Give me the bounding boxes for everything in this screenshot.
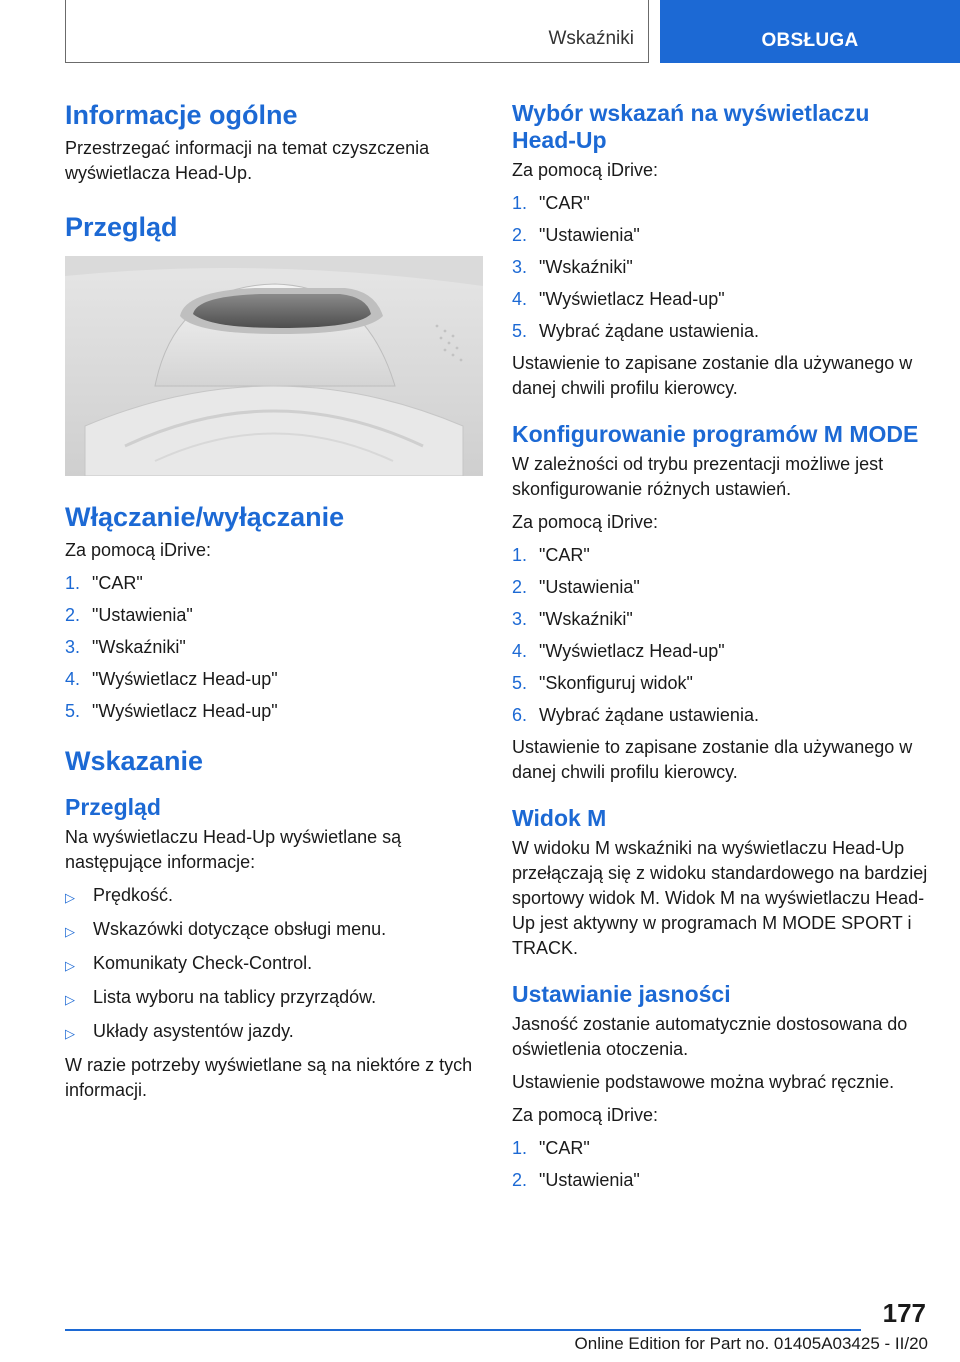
head-up-display-photo — [65, 256, 483, 476]
config-m-mode-text: W zależności od trybu prezentacji możliwe jest skonfigurowanie różnych ustawień. — [512, 454, 884, 499]
page-number: 177 — [882, 1298, 926, 1328]
on-off-heading: Włączanie/wyłączanie — [65, 502, 345, 532]
footer-divider — [65, 1329, 861, 1331]
config-m-mode-heading: Konfigurowanie programów M MODE — [512, 421, 919, 447]
step-text: "Ustawienia" — [539, 225, 640, 245]
select-display-steps-list — [512, 191, 932, 344]
list-item — [65, 985, 483, 1012]
header-section-box — [65, 0, 649, 63]
step-number: 2. — [512, 1170, 528, 1190]
brightness-steps-list — [512, 1136, 932, 1193]
display-note: W razie potrzeby wyświetlane są na niektóre z tych informacji. — [65, 1055, 473, 1100]
step-text: "CAR" — [539, 193, 590, 213]
on-off-steps-list — [65, 571, 483, 724]
step-item — [65, 699, 483, 724]
general-info-text: Przestrzegać informacji na temat czyszczenia wyświetlacza Head-Up. — [65, 138, 430, 183]
step-number: 4. — [512, 289, 528, 309]
footer-edition-text: Online Edition for Part no. 01405A03425 - II/20 — [574, 1334, 928, 1353]
list-item — [65, 917, 483, 944]
left-column — [65, 100, 483, 1111]
step-number: 4. — [512, 641, 528, 661]
step-number: 1. — [512, 193, 528, 213]
config-m-mode-intro: Za pomocą iDrive: — [512, 512, 659, 532]
step-number: 4. — [65, 669, 81, 689]
step-text: "Ustawienia" — [92, 605, 193, 625]
display-overview-heading: Przegląd — [65, 794, 161, 820]
step-text: "CAR" — [539, 1138, 590, 1158]
step-text: "Ustawienia" — [539, 577, 640, 597]
step-number: 3. — [512, 257, 528, 277]
list-item-text: Prędkość. — [93, 885, 174, 905]
step-number: 1. — [512, 1138, 528, 1158]
config-m-mode-note: Ustawienie to zapisane zostanie dla używanego w danej chwili profilu kierowcy. — [512, 737, 913, 782]
step-number: 6. — [512, 705, 528, 725]
step-text: "Wskaźniki" — [539, 609, 633, 629]
step-item — [512, 703, 932, 728]
step-item — [65, 635, 483, 660]
step-item — [65, 571, 483, 596]
list-item — [65, 883, 483, 910]
step-number: 1. — [512, 545, 528, 565]
step-number: 1. — [65, 573, 81, 593]
step-item — [512, 255, 932, 280]
step-item — [512, 575, 932, 600]
brightness-text-auto: Jasność zostanie automatycznie dostosowana do oświetlenia otoczenia. — [512, 1014, 908, 1059]
step-text: "Ustawienia" — [539, 1170, 640, 1190]
step-text: "CAR" — [539, 545, 590, 565]
list-item-text: Układy asystentów jazdy. — [93, 1021, 294, 1041]
triangle-bullet-icon: ▷ — [65, 958, 75, 973]
step-text: "Skonfiguruj widok" — [539, 673, 693, 693]
step-item — [512, 607, 932, 632]
step-number: 3. — [65, 637, 81, 657]
header-section-label: Wskaźniki — [548, 28, 634, 49]
display-overview-text: Na wyświetlaczu Head-Up wyświetlane są następujące informacje: — [65, 827, 402, 872]
step-number: 2. — [512, 577, 528, 597]
step-item — [512, 287, 932, 312]
right-column — [512, 100, 932, 1200]
step-number: 2. — [512, 225, 528, 245]
list-item-text: Wskazówki dotyczące obsługi menu. — [93, 919, 387, 939]
step-number: 3. — [512, 609, 528, 629]
brightness-text-manual: Ustawienie podstawowe można wybrać ręcznie. — [512, 1072, 895, 1092]
display-info-list — [65, 883, 483, 1046]
step-item — [65, 667, 483, 692]
step-number: 5. — [65, 701, 81, 721]
step-text: "CAR" — [92, 573, 143, 593]
select-display-note: Ustawienie to zapisane zostanie dla używanego w danej chwili profilu kierowcy. — [512, 353, 913, 398]
step-item — [512, 223, 932, 248]
list-item-text: Lista wyboru na tablicy przyrządów. — [93, 987, 377, 1007]
general-info-heading: Informacje ogólne — [65, 100, 298, 130]
on-off-intro: Za pomocą iDrive: — [65, 540, 212, 560]
header-chapter-tab: OBSŁUGA — [660, 0, 960, 63]
list-item-text: Komunikaty Check-Control. — [93, 953, 313, 973]
step-number: 2. — [65, 605, 81, 625]
list-item — [65, 1019, 483, 1046]
step-item — [512, 1168, 932, 1193]
step-text: "Wyświetlacz Head-up" — [92, 669, 278, 689]
step-text: "Wskaźniki" — [539, 257, 633, 277]
step-item — [512, 319, 932, 344]
triangle-bullet-icon: ▷ — [65, 1026, 75, 1041]
triangle-bullet-icon: ▷ — [65, 890, 75, 905]
display-heading: Wskazanie — [65, 746, 204, 776]
m-view-text: W widoku M wskaźniki na wyświetlaczu Head-Up przełączają się z widoku standardowego na bardziej sportowy widok M. Widok M na wyświetlaczu Head-Up jest aktywny w programach M MODE SPORT i TRACK. — [512, 838, 928, 958]
step-number: 5. — [512, 321, 528, 341]
step-item — [512, 639, 932, 664]
brightness-heading: Ustawianie jasności — [512, 981, 731, 1007]
step-text: "Wyświetlacz Head-up" — [539, 289, 725, 309]
triangle-bullet-icon: ▷ — [65, 924, 75, 939]
triangle-bullet-icon: ▷ — [65, 992, 75, 1007]
step-item — [512, 1136, 932, 1161]
list-item — [65, 951, 483, 978]
step-text: "Wyświetlacz Head-up" — [539, 641, 725, 661]
select-display-heading: Wybór wskazań na wyświetlaczu Head-Up — [512, 100, 870, 153]
brightness-intro: Za pomocą iDrive: — [512, 1105, 659, 1125]
step-item — [512, 671, 932, 696]
config-m-mode-steps-list — [512, 543, 932, 728]
step-item — [65, 603, 483, 628]
step-text: "Wskaźniki" — [92, 637, 186, 657]
select-display-intro: Za pomocą iDrive: — [512, 160, 659, 180]
step-number: 5. — [512, 673, 528, 693]
m-view-heading: Widok M — [512, 805, 607, 831]
step-item — [512, 543, 932, 568]
step-text: "Wyświetlacz Head-up" — [92, 701, 278, 721]
overview-heading: Przegląd — [65, 212, 178, 242]
step-text: Wybrać żądane ustawienia. — [539, 705, 759, 725]
step-text: Wybrać żądane ustawienia. — [539, 321, 759, 341]
step-item — [512, 191, 932, 216]
